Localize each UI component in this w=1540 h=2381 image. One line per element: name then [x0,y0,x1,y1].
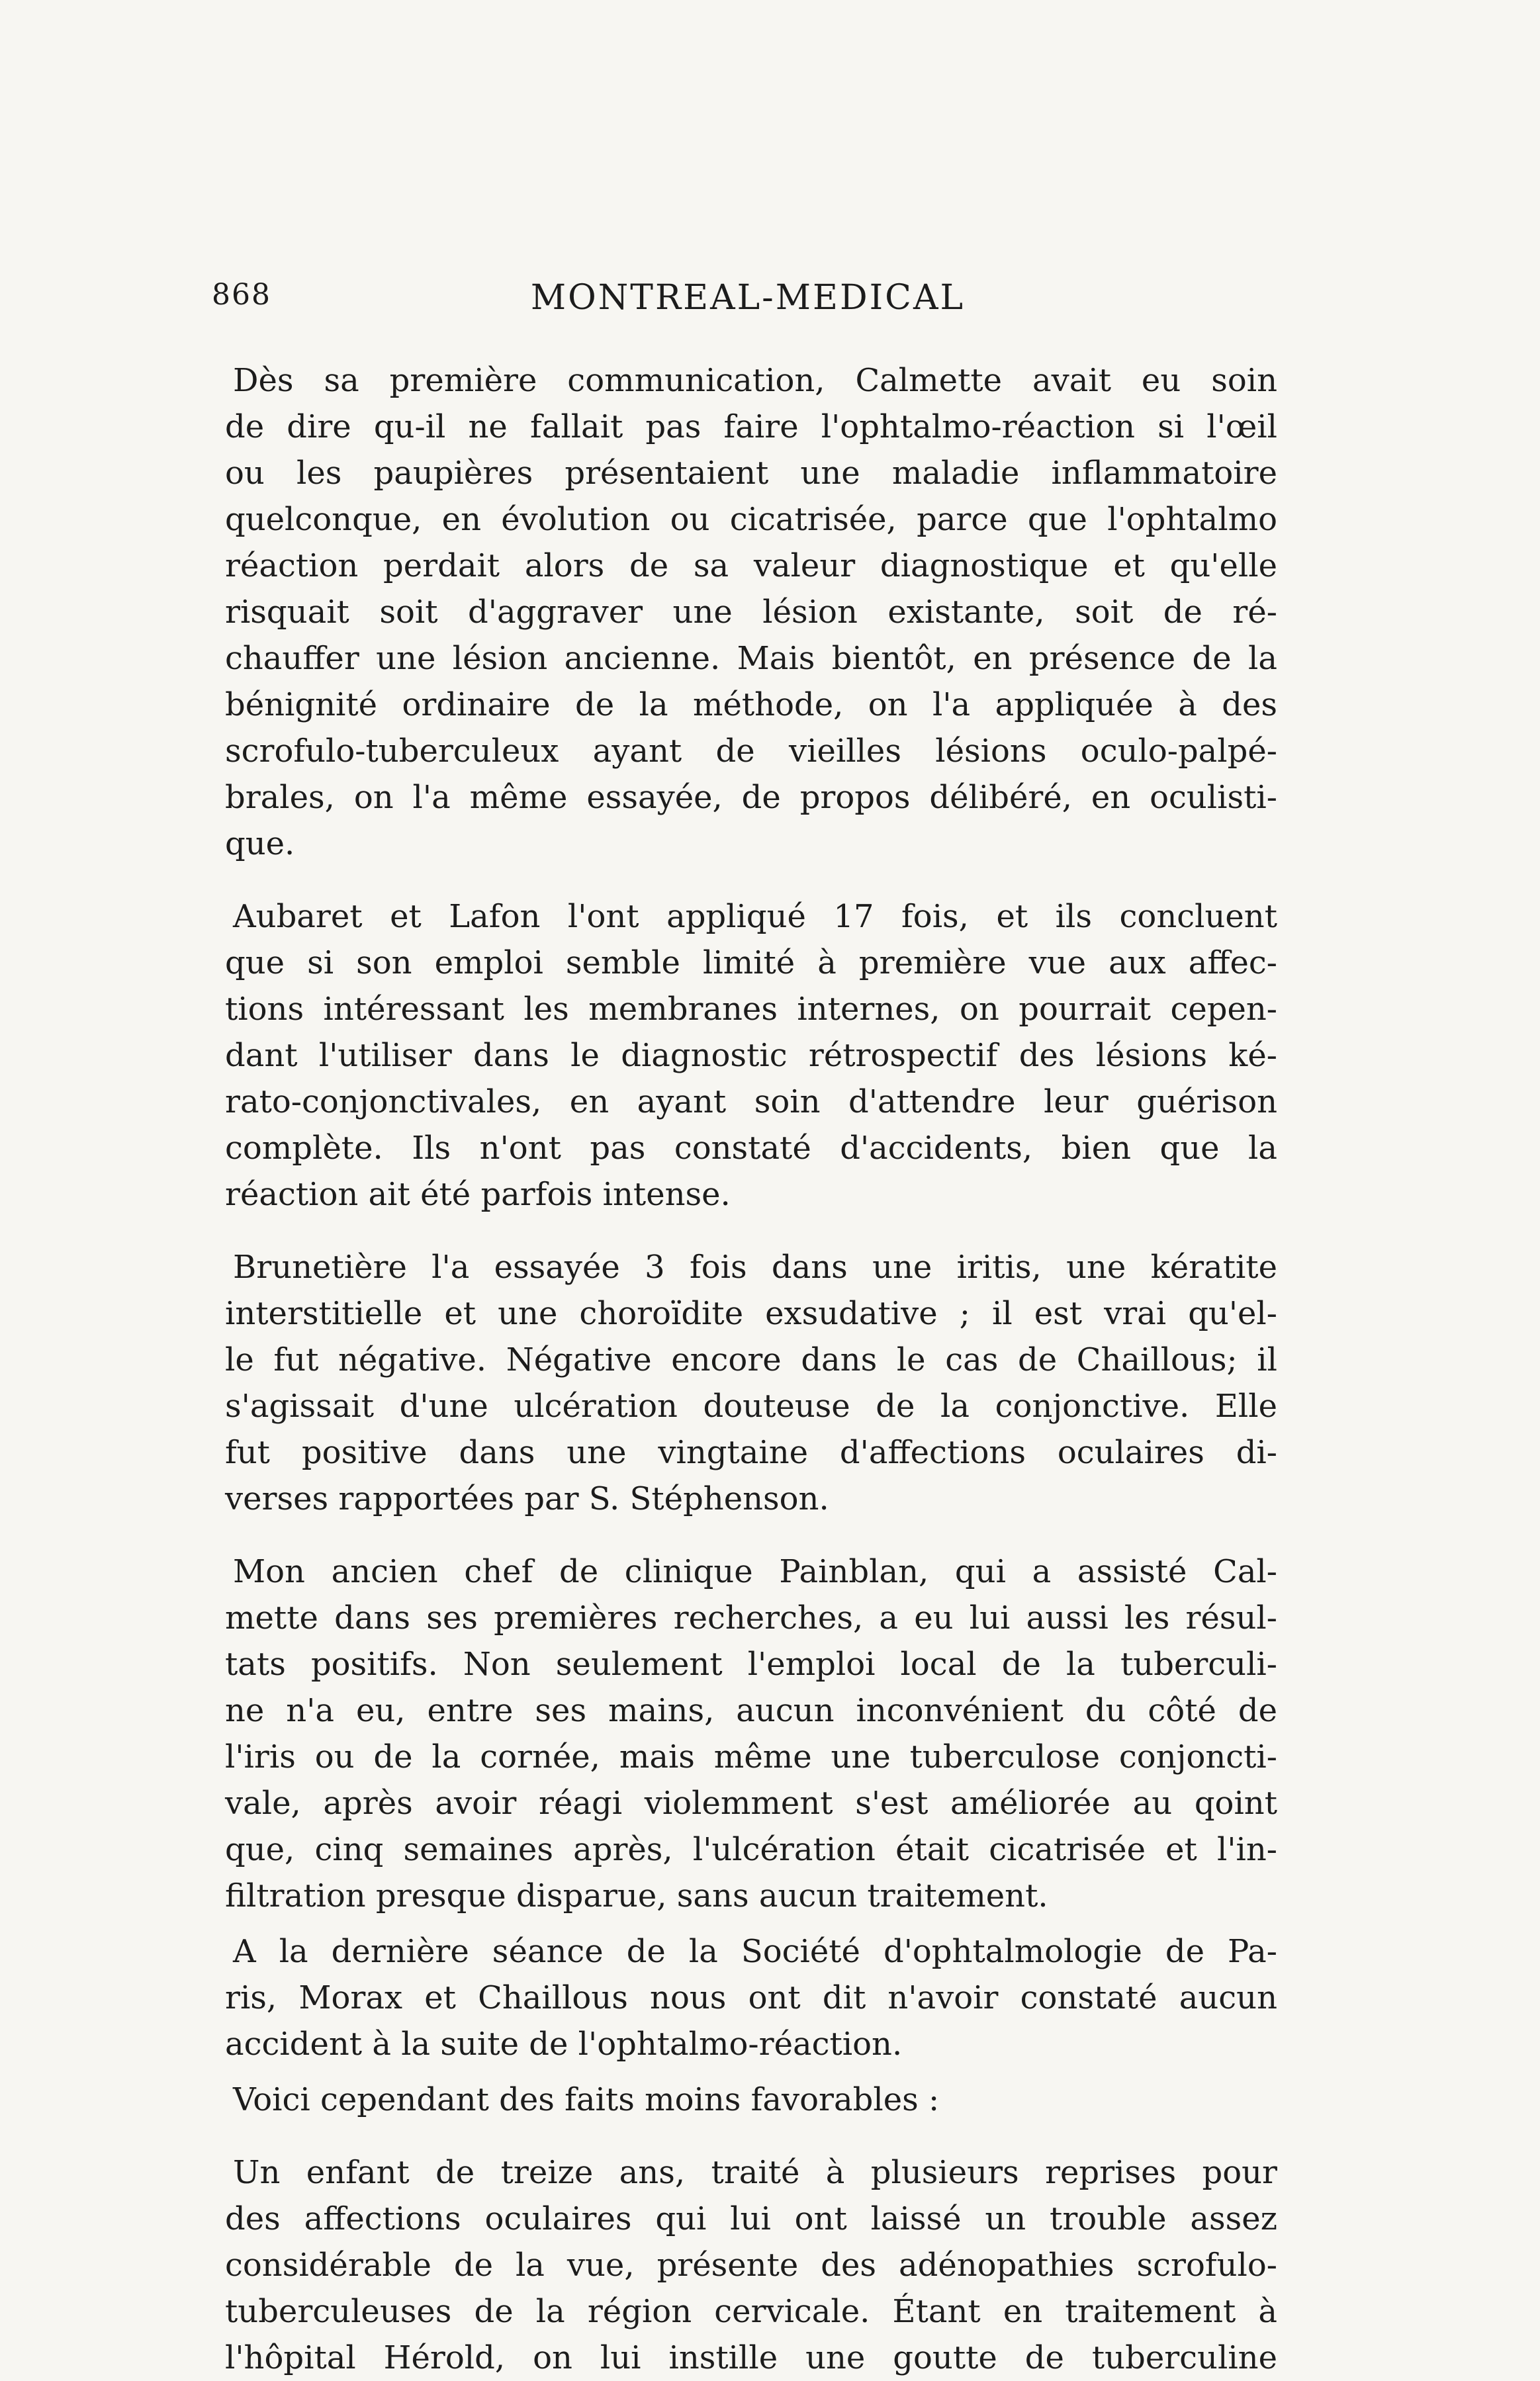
page-body [225,357,1277,2381]
text-line: Un enfant de treize ans, traité à plusieurs reprises pour [233,2154,1277,2191]
text-line: ne n'a eu, entre ses mains, aucun inconvénient du côté de [225,1692,1277,1729]
paragraph-5 [225,1928,1277,2067]
text-line: que. [225,825,295,862]
running-title: MONTREAL-MEDICAL [530,278,966,318]
paragraph-4 [225,1549,1277,1919]
text-line: complète. Ils n'ont pas constaté d'accidents, bien que la [225,1130,1277,1167]
text-line: Voici cependant des faits moins favorables : [233,2081,940,2118]
text-line: tats positifs. Non seulement l'emploi local de la tuberculi- [225,1646,1277,1683]
text-line: vale, après avoir réagi violemment s'est améliorée au qoint [225,1785,1277,1822]
page-header [212,278,1284,324]
text-line: fut positive dans une vingtaine d'affections oculaires di- [225,1434,1277,1471]
text-line: risquait soit d'aggraver une lésion existante, soit de ré- [225,594,1277,631]
text-line: ou les paupières présentaient une maladie inflammatoire [225,455,1277,492]
text-line: scrofulo-tuberculeux ayant de vieilles lésions oculo-palpé- [225,733,1277,770]
text-line: tuberculeuses de la région cervicale. Étant en traitement à [225,2293,1277,2330]
text-line: réaction ait été parfois intense. [225,1176,731,1213]
text-line: que, cinq semaines après, l'ulcération était cicatrisée et l'in- [225,1831,1277,1868]
text-line: Dès sa première communication, Calmette avait eu soin [233,362,1277,399]
text-line: réaction perdait alors de sa valeur diagnostique et qu'elle [225,547,1277,584]
text-line: Aubaret et Lafon l'ont appliqué 17 fois, et ils concluent [233,898,1277,935]
text-line: que si son emploi semble limité à première vue aux affec- [225,944,1277,981]
paragraph-2 [225,893,1277,1218]
text-line: A la dernière séance de la Société d'ophtalmologie de Pa- [233,1933,1277,1970]
text-line: de dire qu-il ne fallait pas faire l'ophtalmo-réaction si l'œil [225,408,1277,445]
text-line: filtration presque disparue, sans aucun traitement. [225,1877,1048,1914]
text-line: bénignité ordinaire de la méthode, on l'a appliquée à des [225,686,1277,723]
text-line: l'iris ou de la cornée, mais même une tuberculose conjoncti- [225,1738,1277,1775]
text-line: chauffer une lésion ancienne. Mais bientôt, en présence de la [225,640,1277,677]
text-line: considérable de la vue, présente des adénopathies scrofulo- [225,2247,1277,2284]
text-line: tions intéressant les membranes internes, on pourrait cepen- [225,991,1277,1028]
text-line: Mon ancien chef de clinique Painblan, qui a assisté Cal- [233,1553,1277,1590]
paragraph-3 [225,1244,1277,1522]
text-line: le fut négative. Négative encore dans le cas de Chaillous; il [225,1341,1277,1378]
text-line: dant l'utiliser dans le diagnostic rétrospectif des lésions ké- [225,1037,1277,1074]
paragraph-7 [225,2149,1277,2381]
text-line: mette dans ses premières recherches, a eu lui aussi les résul- [225,1599,1277,1637]
paragraph-6 [225,2077,1277,2123]
text-line: s'agissait d'une ulcération douteuse de la conjonctive. Elle [225,1388,1277,1425]
page-number: 868 [212,278,271,312]
text-line: quelconque, en évolution ou cicatrisée, parce que l'ophtalmo [225,501,1277,538]
text-line: l'hôpital Hérold, on lui instille une goutte de tuberculine [225,2339,1277,2376]
text-line: interstitielle et une choroïdite exsudative ; il est vrai qu'el- [225,1295,1277,1332]
paragraph-1 [225,357,1277,867]
text-line: verses rapportées par S. Stéphenson. [225,1480,829,1517]
text-line: accident à la suite de l'ophtalmo-réaction. [225,2026,903,2063]
text-line: des affections oculaires qui lui ont laissé un trouble assez [225,2200,1277,2237]
text-line: rato-conjonctivales, en ayant soin d'attendre leur guérison [225,1083,1277,1120]
text-line: Brunetière l'a essayée 3 fois dans une iritis, une kératite [233,1249,1277,1286]
text-line: ris, Morax et Chaillous nous ont dit n'avoir constaté aucun [225,1979,1277,2016]
text-line: brales, on l'a même essayée, de propos délibéré, en oculisti- [225,779,1277,816]
